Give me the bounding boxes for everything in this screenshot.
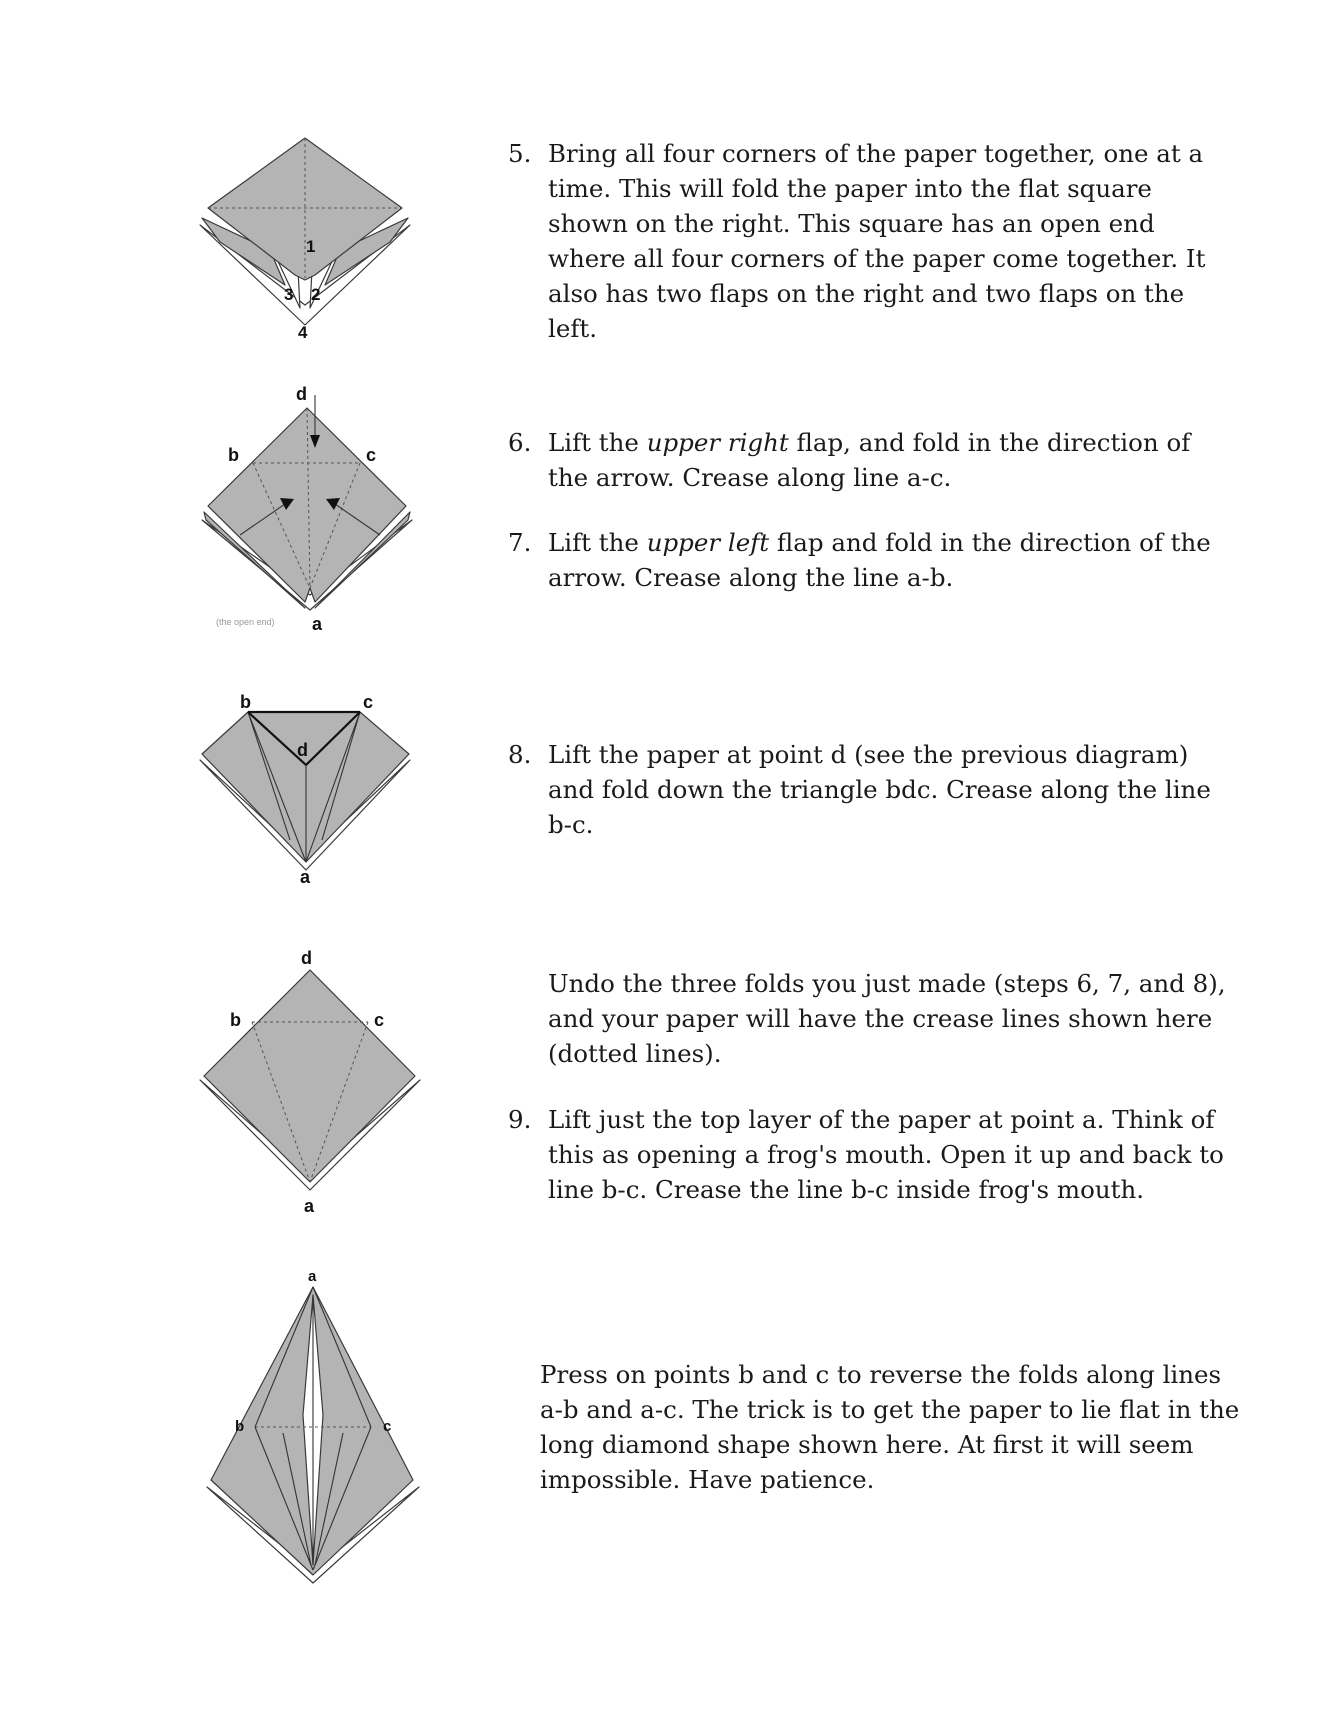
diagram-step-9 xyxy=(200,950,430,1220)
corner-label-2: 2 xyxy=(311,285,321,304)
open-end-note: (the open end) xyxy=(216,617,275,627)
step-8 xyxy=(508,737,1228,842)
point-label-d: d xyxy=(301,948,312,968)
point-label-b: b xyxy=(235,1418,245,1435)
point-label-b: b xyxy=(240,692,251,712)
step-5 xyxy=(508,136,1228,346)
step-number: 8. xyxy=(508,740,532,769)
point-label-a: a xyxy=(312,614,323,634)
point-label-b: b xyxy=(228,445,239,465)
point-label-c: c xyxy=(366,445,377,465)
diagram-long-diamond xyxy=(205,1265,425,1585)
step-9 xyxy=(508,1102,1228,1207)
corner-label-4: 4 xyxy=(298,323,308,342)
step-6 xyxy=(508,425,1228,495)
step-number: 9. xyxy=(508,1105,532,1134)
point-label-a: a xyxy=(308,1268,317,1285)
point-label-a: a xyxy=(300,867,311,887)
step-7 xyxy=(508,525,1228,595)
step-press xyxy=(500,1357,1240,1497)
step-text: Lift the upper right flap, and fold in the direction of the arrow. Crease along line a-c. xyxy=(548,428,1191,492)
step-undo xyxy=(508,966,1228,1071)
point-label-b: b xyxy=(230,1010,241,1030)
step-number: 5. xyxy=(508,139,532,168)
step-text: Press on points b and c to reverse the folds along lines a-b and a-c. The trick is to get the paper to lie flat in the long diamond shape shown here. At first it will seem impossible. Have patience. xyxy=(540,1360,1240,1494)
diagram-step-5 xyxy=(190,130,420,350)
point-label-c: c xyxy=(374,1010,385,1030)
step-text: Lift the upper left flap and fold in the direction of the arrow. Crease along the line a-b. xyxy=(548,528,1211,592)
step-text: Lift just the top layer of the paper at point a. Think of this as opening a frog's mouth. Open it up and back to line b-c. Crease the line b-c inside frog's mouth. xyxy=(548,1105,1224,1204)
step-number: 6. xyxy=(508,428,532,457)
step-text: Bring all four corners of the paper together, one at a time. This will fold the paper into the flat square shown on the right. This square has an open end where all four corners of the paper come together. It also has two flaps on the right and two flaps on the left. xyxy=(548,139,1206,343)
step-text: Lift the paper at point d (see the previous diagram) and fold down the triangle bdc. Crease along the line b-c. xyxy=(548,740,1211,839)
step-text: Undo the three folds you just made (steps 6, 7, and 8), and your paper will have the crease lines shown here (dotted lines). xyxy=(548,969,1226,1068)
diagram-step-8 xyxy=(200,690,420,890)
step-number: 7. xyxy=(508,528,532,557)
diagram-steps-6-7 xyxy=(210,380,430,634)
point-label-c: c xyxy=(383,1418,392,1435)
point-label-d: d xyxy=(296,384,307,404)
point-label-a: a xyxy=(304,1196,315,1216)
corner-label-1: 1 xyxy=(306,237,316,256)
point-label-c: c xyxy=(363,692,374,712)
corner-label-3: 3 xyxy=(284,285,294,304)
point-label-d: d xyxy=(297,740,308,760)
